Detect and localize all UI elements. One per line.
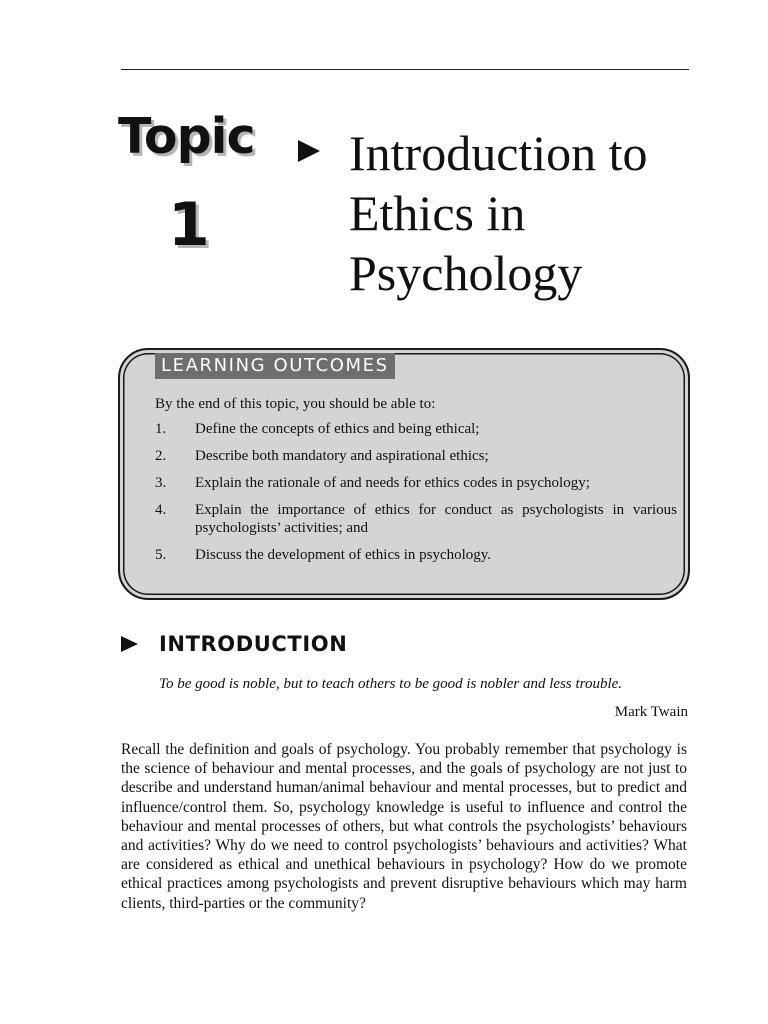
list-item (155, 474, 677, 492)
list-item-text: Discuss the development of ethics in psychology. (195, 547, 492, 563)
list-item-text: Explain the rationale of and needs for ethics codes in psychology; (195, 475, 590, 491)
top-rule (121, 69, 689, 70)
list-item-number: 2. (155, 448, 167, 464)
list-item-text: Explain the importance of ethics for conduct as psychologists in various psychologists’ activities; and (195, 502, 677, 536)
list-item-text: Define the concepts of ethics and being ethical; (195, 421, 480, 437)
list-item-number: 3. (155, 475, 167, 491)
topic-title: Introduction to Ethics in Psychology (349, 125, 648, 301)
list-item (155, 546, 677, 564)
learning-outcomes-header: LEARNING OUTCOMES (155, 353, 395, 379)
list-item (155, 420, 677, 438)
body-paragraph: Recall the definition and goals of psychology. You probably remember that psychology is the science of behaviour and mental processes, and the goals of psychology are not just to describe and understand human/animal behaviour and mental processes, but to predict and influence/control them. So, psychology knowledge is useful to influence and control the behaviour and mental processes of others, but what controls the psychologists’ behaviours and activities? Why do we need to control psychologists’ behaviours and activities? What are considered as ethical and unethical behaviours in psychology? How do we promote ethical practices among psychologists and prevent disruptive behaviours which may harm clients, third-parties or the community? (121, 741, 687, 912)
topic-number: 1 (168, 190, 210, 260)
list-item (155, 447, 677, 465)
list-item-number: 4. (155, 502, 167, 518)
learning-outcomes-list (155, 420, 677, 573)
triangle-right-icon (298, 140, 320, 162)
epigraph-quote: To be good is noble, but to teach others to be good is nobler and less trouble. (159, 676, 623, 692)
list-item-number: 1. (155, 421, 167, 437)
list-item (155, 501, 677, 537)
epigraph-author: Mark Twain (614, 704, 688, 720)
section-heading: INTRODUCTION (159, 632, 348, 656)
triangle-right-icon (121, 636, 138, 652)
list-item-text: Describe both mandatory and aspirational ethics; (195, 448, 489, 464)
topic-label: Topic (118, 108, 255, 165)
learning-outcomes-intro: By the end of this topic, you should be able to: (155, 396, 436, 412)
list-item-number: 5. (155, 547, 167, 563)
